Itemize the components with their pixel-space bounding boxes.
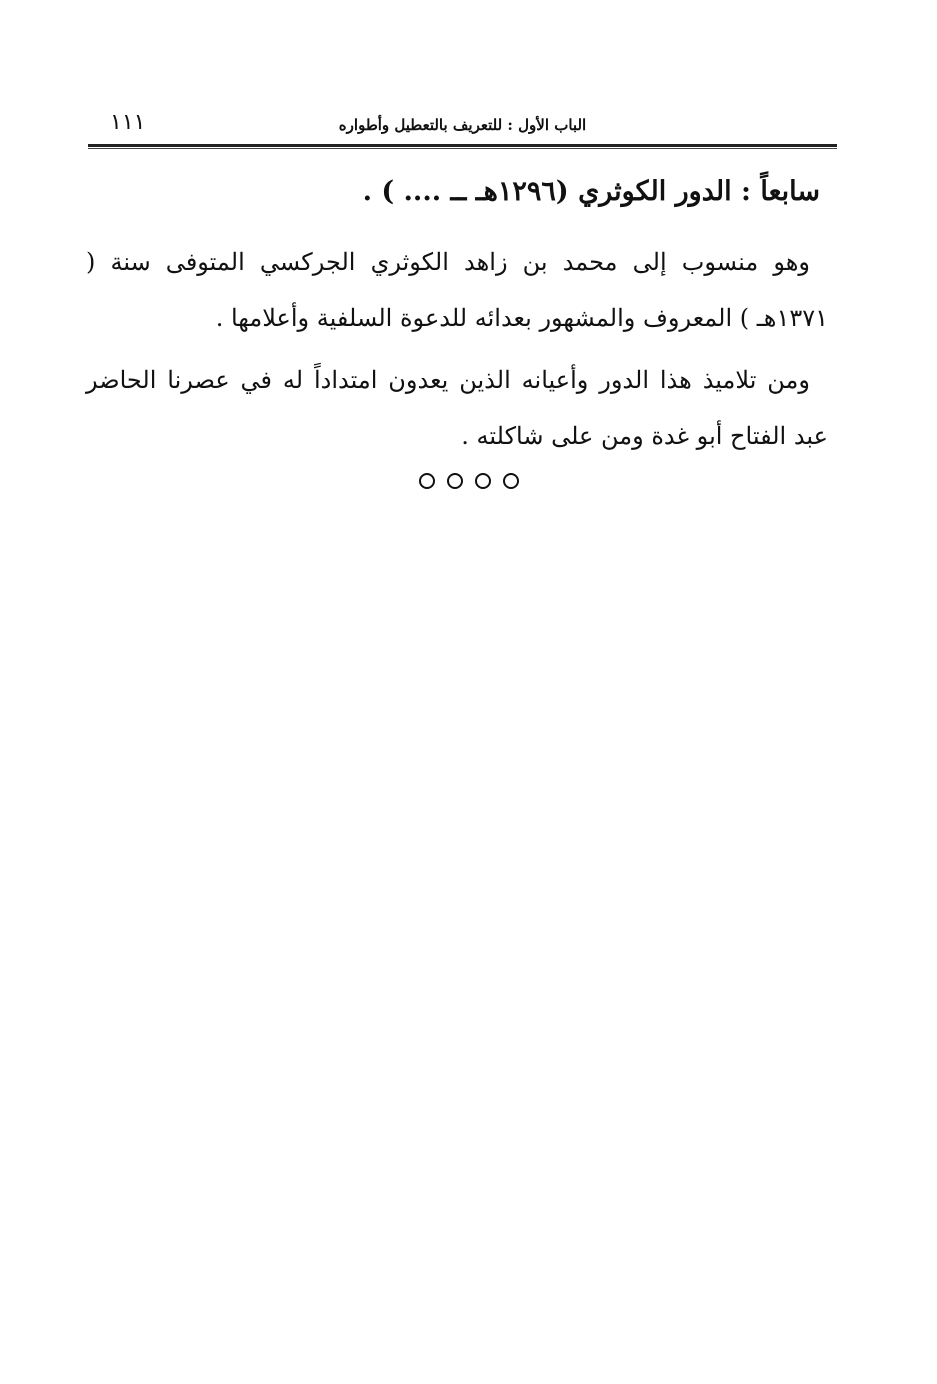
paragraph-1: وهو منسوب إلى محمد بن زاهد الكوثري الجركسي المتوفى سنة ( ١٣٧١هـ ) المعروف والمشهور بعدائه للدعوة السلفية وأعلامها . [86, 248, 828, 332]
ornament-circle-icon [503, 473, 519, 489]
section-end-ornament [0, 473, 937, 489]
page-header [88, 98, 837, 147]
ornament-circle-icon [419, 473, 435, 489]
paragraph-2: ومن تلاميذ هذا الدور وأعيانه الذين يعدون امتداداً له في عصرنا الحاضر عبد الفتاح أبو غدة ومن على شاكلته . [86, 366, 828, 450]
ornament-circle-icon [475, 473, 491, 489]
header-rule [88, 148, 837, 149]
page-body [86, 168, 828, 464]
section-heading: سابعاً : الدور الكوثري (١٢٩٦هـ ــ .... ) . [362, 176, 820, 207]
running-title: الباب الأول : للتعريف بالتعطيل وأطواره [338, 116, 587, 134]
ornament-circle-icon [447, 473, 463, 489]
page-number: ١١١ [110, 110, 146, 135]
